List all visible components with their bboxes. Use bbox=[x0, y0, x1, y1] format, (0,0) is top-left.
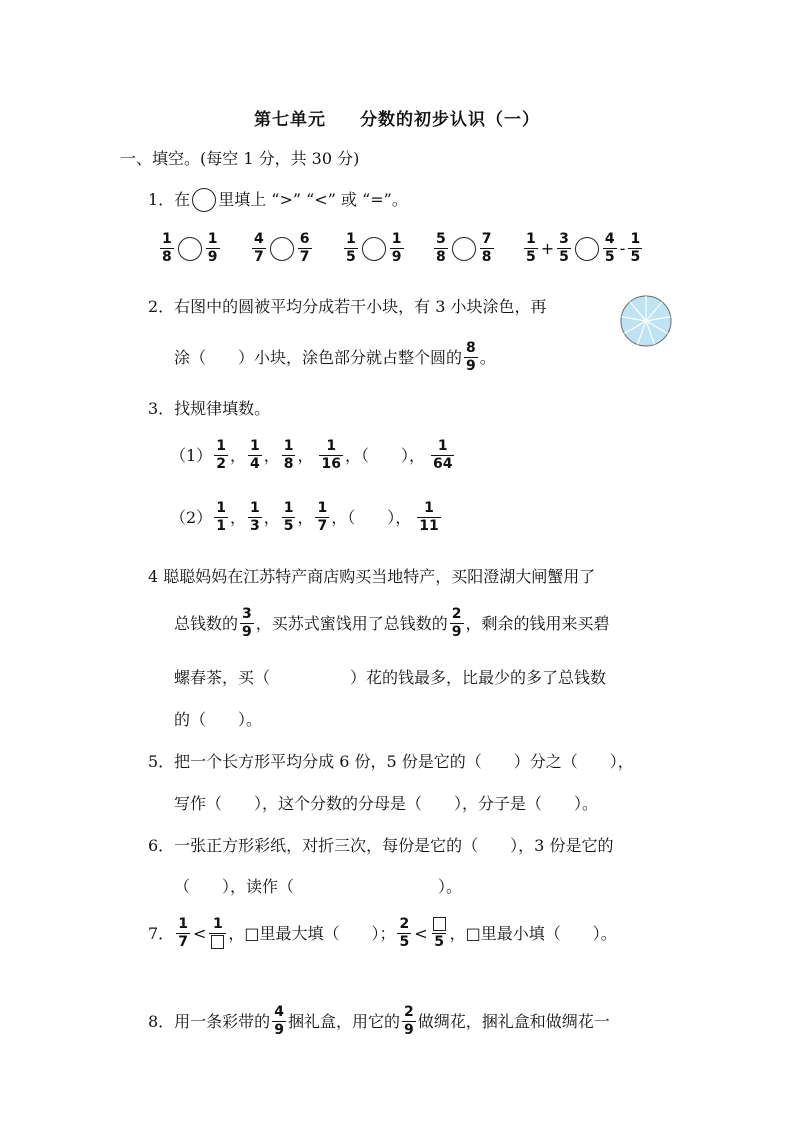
answer-blank[interactable]: ，（ ）， bbox=[331, 507, 412, 527]
fraction: $\frac{3}{5}$ bbox=[559, 231, 569, 265]
compare-circle bbox=[192, 188, 216, 212]
fraction: $\frac{1}{1}$ bbox=[216, 500, 226, 534]
fraction-with-box: 5 bbox=[431, 916, 448, 951]
answer-circle[interactable] bbox=[178, 237, 202, 261]
fraction: $\frac{1}{8}$ bbox=[283, 438, 294, 472]
q4-line3[interactable]: 螺春茶，买（ ）花的钱最多，比最少的多了总钱数 bbox=[174, 668, 607, 687]
fraction: $\frac{1}{7}$ bbox=[178, 916, 188, 950]
q2-end: 。 bbox=[479, 347, 496, 367]
q1-compare-4 bbox=[432, 228, 496, 266]
q1-compare-2 bbox=[250, 228, 314, 266]
fraction: $\frac{1}{64}$ bbox=[432, 438, 453, 472]
fraction: $\frac{1}{5}$ bbox=[630, 231, 641, 265]
fraction-with-box: 1 bbox=[209, 916, 226, 951]
fraction: $\frac{5}{8}$ bbox=[436, 231, 446, 265]
box-blank[interactable] bbox=[211, 935, 224, 949]
less-than-sign: < bbox=[192, 923, 207, 943]
q2-line1: 2．右图中的圆被平均分成若干小块，有 3 小块涂色，再 bbox=[148, 297, 547, 316]
fraction: $\frac{4}{7}$ bbox=[254, 231, 264, 265]
answer-circle[interactable] bbox=[362, 237, 386, 261]
box-blank[interactable] bbox=[433, 917, 446, 931]
q4-line4[interactable]: 的（ ）。 bbox=[174, 710, 263, 729]
fraction: $\frac{1}{5}$ bbox=[526, 231, 536, 265]
row-label: （1） bbox=[170, 445, 213, 465]
q1-suffix: 里填上 “>” “<” 或 “=”。 bbox=[218, 190, 408, 209]
section-heading: 一、填空。(每空 1 分，共 30 分) bbox=[120, 149, 360, 168]
q4-line1: 4 聪聪妈妈在江苏特产商店购买当地特产，买阳澄湖大闸蟹用了 bbox=[148, 567, 596, 586]
q2-line2 bbox=[174, 340, 496, 375]
q1-compare-1 bbox=[158, 228, 222, 266]
minus-sign: - bbox=[619, 239, 626, 258]
row-label: （2） bbox=[170, 507, 213, 527]
answer-circle[interactable] bbox=[270, 237, 294, 261]
fraction: $\frac{3}{9}$ bbox=[242, 606, 252, 640]
fraction: $\frac{1}{8}$ bbox=[162, 231, 172, 265]
q2-text: 涂（ ）小块，涂色部分就占整个圆的 bbox=[174, 347, 463, 367]
q1-prefix: 1．在 bbox=[148, 190, 191, 209]
fraction: $\frac{2}{9}$ bbox=[451, 606, 462, 640]
fraction: $\frac{4}{5}$ bbox=[604, 231, 615, 265]
answer-blank[interactable]: ，（ ）， bbox=[344, 445, 425, 465]
q6-line2[interactable]: （ ），读作（ ）。 bbox=[174, 877, 463, 896]
fraction: $\frac{1}{3}$ bbox=[249, 500, 260, 534]
fraction: $\frac{8}{9}$ bbox=[466, 340, 476, 374]
answer-circle[interactable] bbox=[452, 237, 476, 261]
fraction: $\frac{2}{5}$ bbox=[399, 916, 410, 950]
q1-compare-3 bbox=[342, 228, 406, 266]
q3-row-1: （1） $\frac{1}{2}$ ， $\frac{1}{4}$ ， $\frac{1}{8}$ ， $\frac{1}{16}$ ，（ ）， $\frac{1}{64}$ bbox=[170, 438, 453, 472]
q5-line2[interactable]: 写作（ ），这个分数的分母是（ ），分子是（ ）。 bbox=[174, 794, 599, 813]
answer-circle[interactable] bbox=[575, 237, 599, 261]
q4-line2: 总钱数的 $\frac{3}{9}$ ，买苏式蜜饯用了总钱数的 $\frac{2}{9}$ ，剩余的钱用来买碧 bbox=[174, 606, 610, 640]
less-than-sign: < bbox=[414, 923, 428, 943]
question-8: 8．用一条彩带的 $\frac{4}{9}$ 捆礼盒，用它的 $\frac{2}{9}$ 做绸花，捆礼盒和做绸花一 bbox=[148, 1004, 610, 1038]
fraction: $\frac{1}{5}$ bbox=[283, 500, 294, 534]
unit-topic: 分数的初步认识（一） bbox=[360, 110, 540, 130]
fraction: $\frac{6}{7}$ bbox=[299, 231, 310, 265]
q1-compare-5 bbox=[522, 228, 644, 266]
fraction: $\frac{4}{9}$ bbox=[274, 1004, 284, 1038]
unit-label: 第七单元 bbox=[254, 110, 326, 130]
fraction: $\frac{1}{11}$ bbox=[419, 500, 439, 534]
divided-circle-figure bbox=[619, 294, 673, 348]
fraction: $\frac{1}{9}$ bbox=[207, 231, 218, 265]
q6-line1[interactable]: 6．一张正方形彩纸，对折三次，每份是它的（ ），3 份是它的 bbox=[148, 836, 614, 855]
question-1 bbox=[148, 188, 408, 212]
q5-line1[interactable]: 5．把一个长方形平均分成 6 份，5 份是它的（ ）分之（ ）， bbox=[148, 752, 634, 771]
fraction: $\frac{1}{4}$ bbox=[249, 438, 260, 472]
fraction: $\frac{7}{8}$ bbox=[481, 231, 492, 265]
plus-sign: + bbox=[540, 239, 555, 258]
fraction: $\frac{1}{16}$ bbox=[321, 438, 341, 472]
question-7: 7． $\frac{1}{7}$ < 1 ，□里最大填（ ）； $\frac{2}{5}$ < 5 ，□里最小填（ ）。 bbox=[148, 916, 617, 950]
q3-heading: 3．找规律填数。 bbox=[148, 399, 271, 418]
fraction: $\frac{2}{9}$ bbox=[403, 1004, 414, 1038]
page-title bbox=[0, 105, 794, 130]
fraction: $\frac{1}{9}$ bbox=[391, 231, 402, 265]
fraction: $\frac{1}{2}$ bbox=[216, 438, 226, 472]
q3-row-2: （2） $\frac{1}{1}$ ， $\frac{1}{3}$ ， $\frac{1}{5}$ ， $\frac{1}{7}$ ，（ ）， $\frac{1}{11}$ bbox=[170, 500, 439, 534]
fraction: $\frac{1}{5}$ bbox=[346, 231, 356, 265]
fraction: $\frac{1}{7}$ bbox=[317, 500, 328, 534]
